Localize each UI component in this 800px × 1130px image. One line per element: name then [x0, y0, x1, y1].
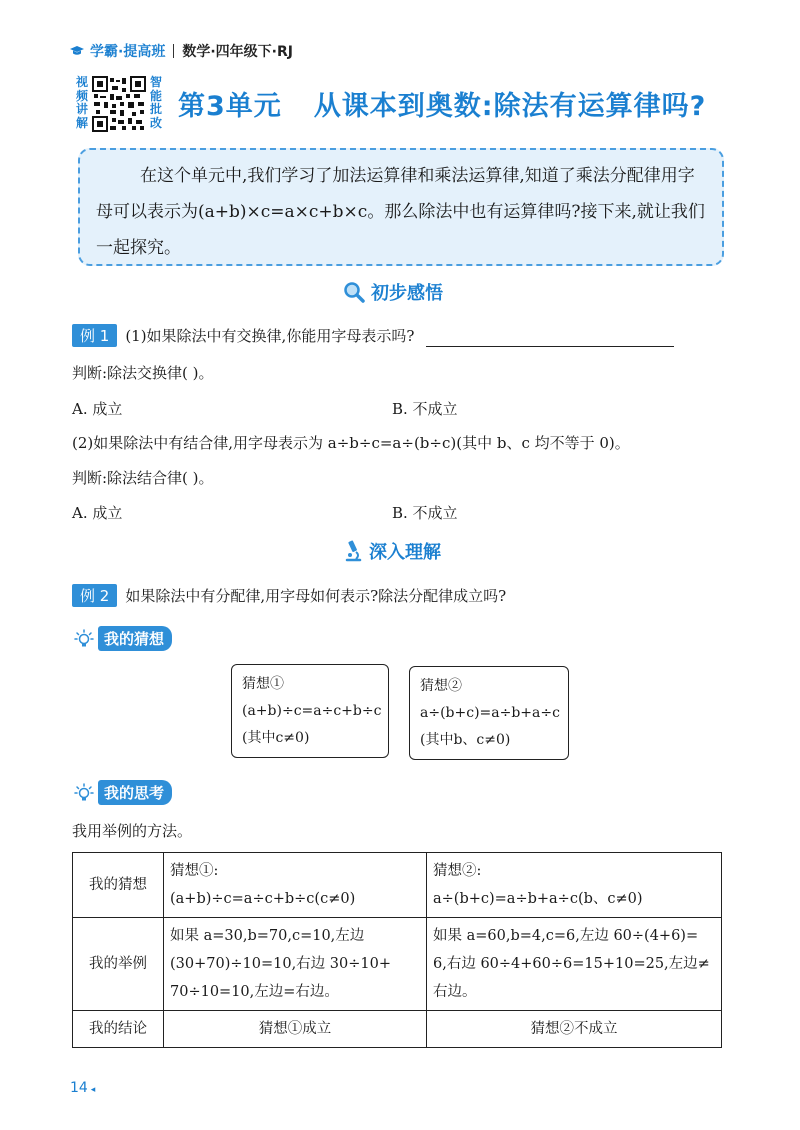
- example1-q1-text: (1)如果除法中有交换律,你能用字母表示吗?: [125, 327, 415, 345]
- page-number-text: 14: [70, 1080, 88, 1096]
- page-number: [70, 1080, 95, 1096]
- table-cell: 猜想②不成立: [427, 1011, 722, 1048]
- section-initial-perception: [343, 279, 443, 305]
- guess2-formula: a÷(b+c)=a÷b+a÷c: [420, 705, 560, 721]
- row-header: 我的猜想: [73, 853, 164, 918]
- table-cell: [427, 918, 722, 1011]
- guess-box-2: [409, 666, 569, 760]
- table-cell: 猜想①成立: [164, 1011, 427, 1048]
- example1-option-a2: A. 成立: [72, 504, 123, 522]
- cell-line: 猜想②:: [433, 863, 482, 879]
- guess1-title: 猜想①: [242, 676, 284, 692]
- cell-line: (a+b)÷c=a÷c+b÷c(c≠0): [170, 891, 356, 907]
- table-cell: [164, 918, 427, 1011]
- guess-box-1: [231, 664, 389, 758]
- example1-question2: (2)如果除法中有结合律,用字母表示为 a÷b÷c=a÷(b÷c)(其中 b、c 均不等于 0)。: [72, 434, 630, 452]
- graduation-cap-icon: [70, 46, 84, 56]
- my-thinking-text: 我的思考: [98, 780, 172, 805]
- unit-heading: [178, 84, 706, 123]
- intro-text: 在这个单元中,我们学习了加法运算律和乘法运算律,知道了乘法分配律用字母可以表示为(a+b)×c=a×c+b×c。那么除法中也有运算律吗?接下来,就让我们一起探究。: [96, 166, 705, 258]
- example1-option-b1: B. 不成立: [392, 400, 458, 418]
- row-header: 我的结论: [73, 1011, 164, 1048]
- my-thinking-label: [74, 780, 172, 805]
- example1-tag: 例 1: [72, 324, 117, 347]
- section-deep-understanding: [343, 538, 441, 564]
- cell-line: 6,右边 60÷4+60÷6=15+10=25,左边≠: [433, 956, 710, 972]
- example1-question1: [72, 324, 674, 347]
- cell-line: a÷(b+c)=a÷b+a÷c(b、c≠0): [433, 891, 643, 907]
- table-row: [73, 918, 722, 1011]
- table-row: [73, 1011, 722, 1048]
- microscope-icon: [343, 540, 363, 562]
- table-row: [73, 853, 722, 918]
- cell-line: 70÷10=10,左边=右边。: [170, 984, 339, 1000]
- guess1-formula: (a+b)÷c=a÷c+b÷c: [242, 703, 382, 719]
- example1-judge1: 判断:除法交换律( )。: [72, 364, 214, 382]
- series-brand: 学霸·提高班: [90, 44, 166, 60]
- table-cell: [427, 853, 722, 918]
- example2-text: 如果除法中有分配律,用字母如何表示?除法分配律成立吗?: [125, 587, 507, 605]
- guess1-condition: (其中c≠0): [242, 730, 310, 746]
- example1-option-a1: A. 成立: [72, 400, 123, 418]
- guess2-title: 猜想②: [420, 678, 462, 694]
- section-title: 深入理解: [369, 542, 441, 563]
- example1-judge2: 判断:除法结合律( )。: [72, 469, 214, 487]
- triangle-left-icon: ◂: [87, 1085, 96, 1095]
- section-title: 初步感悟: [371, 283, 443, 304]
- my-guess-text: 我的猜想: [98, 626, 172, 651]
- intro-box: [78, 148, 724, 266]
- running-header: [70, 40, 293, 62]
- cell-line: 如果 a=30,b=70,c=10,左边: [170, 928, 365, 944]
- example2-question: [72, 584, 506, 607]
- lightbulb-icon: [74, 783, 94, 803]
- qr-right-label: 智能批改: [149, 75, 162, 130]
- method-text: 我用举例的方法。: [72, 822, 193, 840]
- cell-line: 右边。: [433, 984, 477, 1000]
- my-guess-label: [74, 626, 172, 651]
- guess2-condition: (其中b、c≠0): [420, 732, 511, 748]
- example2-tag: 例 2: [72, 584, 117, 607]
- row-header: 我的举例: [73, 918, 164, 1011]
- unit-title: 从课本到奥数:除法有运算律吗?: [313, 91, 707, 122]
- magnifier-icon: [343, 281, 365, 303]
- example1-option-b2: B. 不成立: [392, 504, 458, 522]
- answer-blank[interactable]: [426, 332, 674, 347]
- reasoning-table: [72, 852, 722, 1048]
- qr-left-label: 视频讲解: [75, 75, 88, 130]
- cell-line: 如果 a=60,b=4,c=6,左边 60÷(4+6)=: [433, 928, 699, 944]
- unit-number: 第3单元: [178, 91, 282, 122]
- cell-line: 猜想①:: [170, 863, 219, 879]
- qr-code-icon[interactable]: [92, 76, 146, 132]
- lightbulb-icon: [74, 629, 94, 649]
- subject-label: 数学·四年级下·RJ: [182, 44, 293, 60]
- header-divider: [173, 44, 174, 58]
- table-cell: [164, 853, 427, 918]
- cell-line: (30+70)÷10=10,右边 30÷10+: [170, 956, 391, 972]
